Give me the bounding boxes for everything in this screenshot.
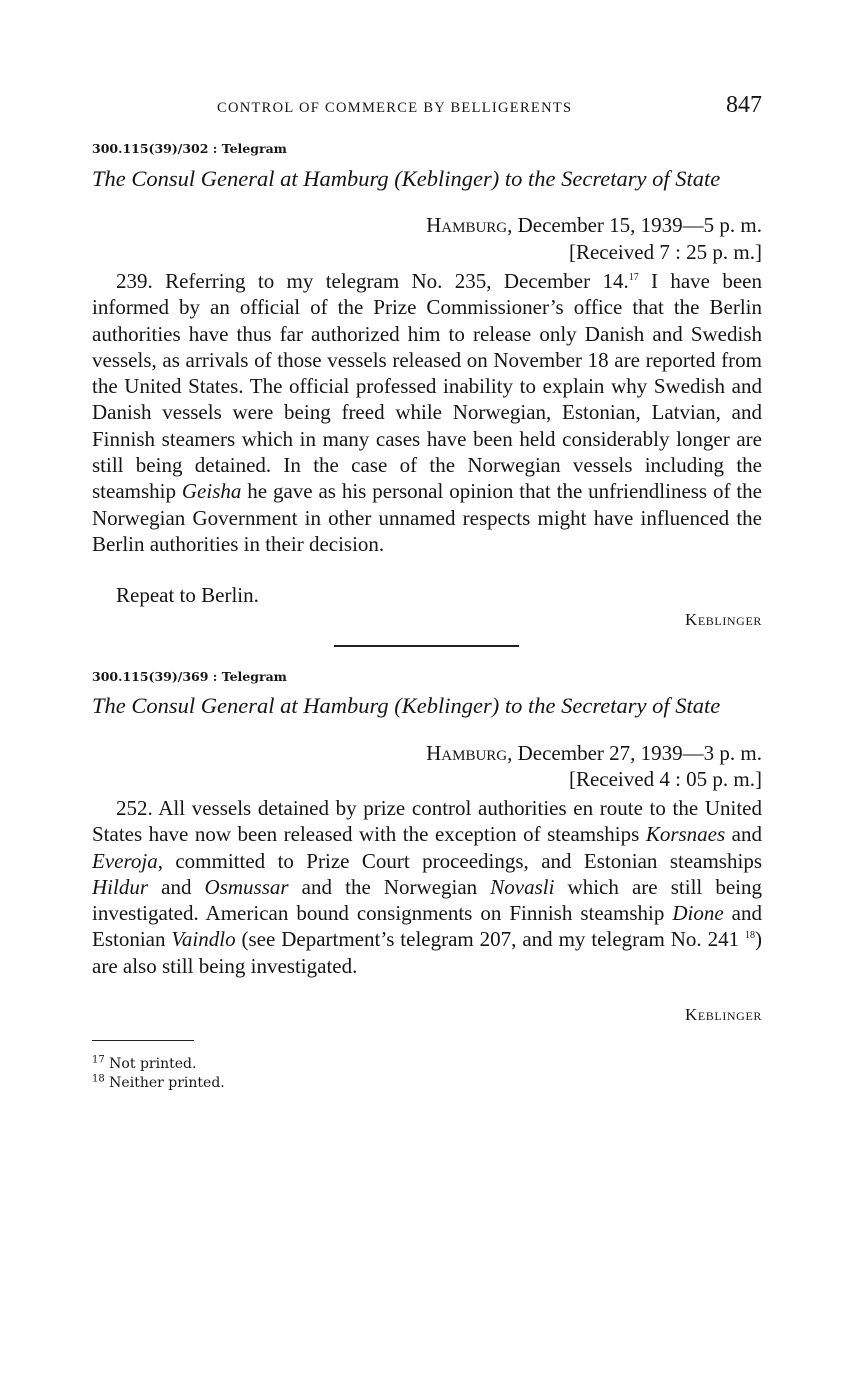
footnote-text: Neither printed. [104,1075,225,1091]
dateline-date: December 15, 1939—5 p. m. [512,213,762,237]
ship-name: Everoja [92,848,158,873]
received-time: [Received 7 : 25 p. m.] [568,240,762,264]
dateline [426,213,762,238]
footnote-marker: 17 [628,272,639,283]
body-text-segment: he gave as his personal opinion that the unfriendliness of the Norwegian Government in other unnamed respects might have influenced the Berlin authorities in their decision. [92,479,762,556]
footnote-text: Not printed. [104,1056,197,1072]
footnote-marker: 18 [745,930,755,942]
body-text-segment: ) are also still being investigated. [92,927,762,978]
body-text-segment: 239. Referring to my telegram No. 235, December 14. [116,269,629,293]
footnote-rule [92,1040,194,1041]
signature: Keblinger [684,610,762,629]
ship-name: Vaindlo [171,927,236,952]
body-text-segment: 252. All vessels detained by prize control authorities en route to the United States have now been released with the exception of steamships [92,796,762,847]
file-reference: 300.115(39)/302 : Telegram [92,141,287,156]
footnote [92,1056,196,1072]
body-text-segment: and [725,822,763,847]
body-text-segment: and [148,874,205,899]
running-head [92,92,762,124]
body-text-segment: and Estonian [92,901,762,952]
telegram-body [92,795,762,979]
running-title: CONTROL OF COMMERCE BY BELLIGERENTS [217,100,573,116]
footnote-mark: 17 [92,1054,105,1066]
ship-name: Dione [672,901,724,926]
body-text-segment: (see Department’s telegram 207, and my telegram No. 241 [235,927,745,952]
ship-name: Hildur [92,874,149,899]
footnote-mark: 18 [92,1073,105,1085]
section-divider [334,645,519,647]
dateline-place: Hamburg, [426,741,513,765]
ship-name: Korsnaes [645,822,726,847]
dateline [426,741,762,766]
repeat-instruction: Repeat to Berlin. [116,583,259,607]
dateline-date: December 27, 1939—3 p. m. [512,741,762,765]
signature: Keblinger [684,1005,762,1024]
body-text-segment: which are still being investigated. American bound consignments on Finnish steamship [92,874,762,926]
ship-name: Geisha [181,479,242,504]
ship-name: Osmussar [204,874,289,899]
document-heading: The Consul General at Hamburg (Keblinger) to the Secretary of State [92,693,721,718]
ship-name: Novasli [490,874,555,899]
file-reference: 300.115(39)/369 : Telegram [92,669,287,684]
body-text-segment: I have been informed by an official of the Prize Commissioner’s office that the Berlin authorities have thus far authorized him to release only Danish and Swedish vessels, as arrivals of those vessels released on November 18 are reported from the United States. The official professed inability to explain why Swedish and Danish vessels were being freed while Norwegian, Estonian, Latvian, and Finnish steamers which in many cases have been held considerably longer are still being detained. In the case of the Norwegian vessels including the steamship [92,269,762,504]
footnote [92,1075,225,1091]
body-text-segment: and the Norwegian [288,874,491,899]
page-number: 847 [726,92,762,118]
body-text-segment: , committed to Prize Court proceedings, and Estonian steamships [157,848,762,873]
dateline-place: Hamburg, [426,213,513,237]
received-time: [Received 4 : 05 p. m.] [568,767,762,791]
document-heading: The Consul General at Hamburg (Keblinger) to the Secretary of State [92,166,721,191]
document-page [92,0,762,1380]
telegram-body [92,268,762,557]
